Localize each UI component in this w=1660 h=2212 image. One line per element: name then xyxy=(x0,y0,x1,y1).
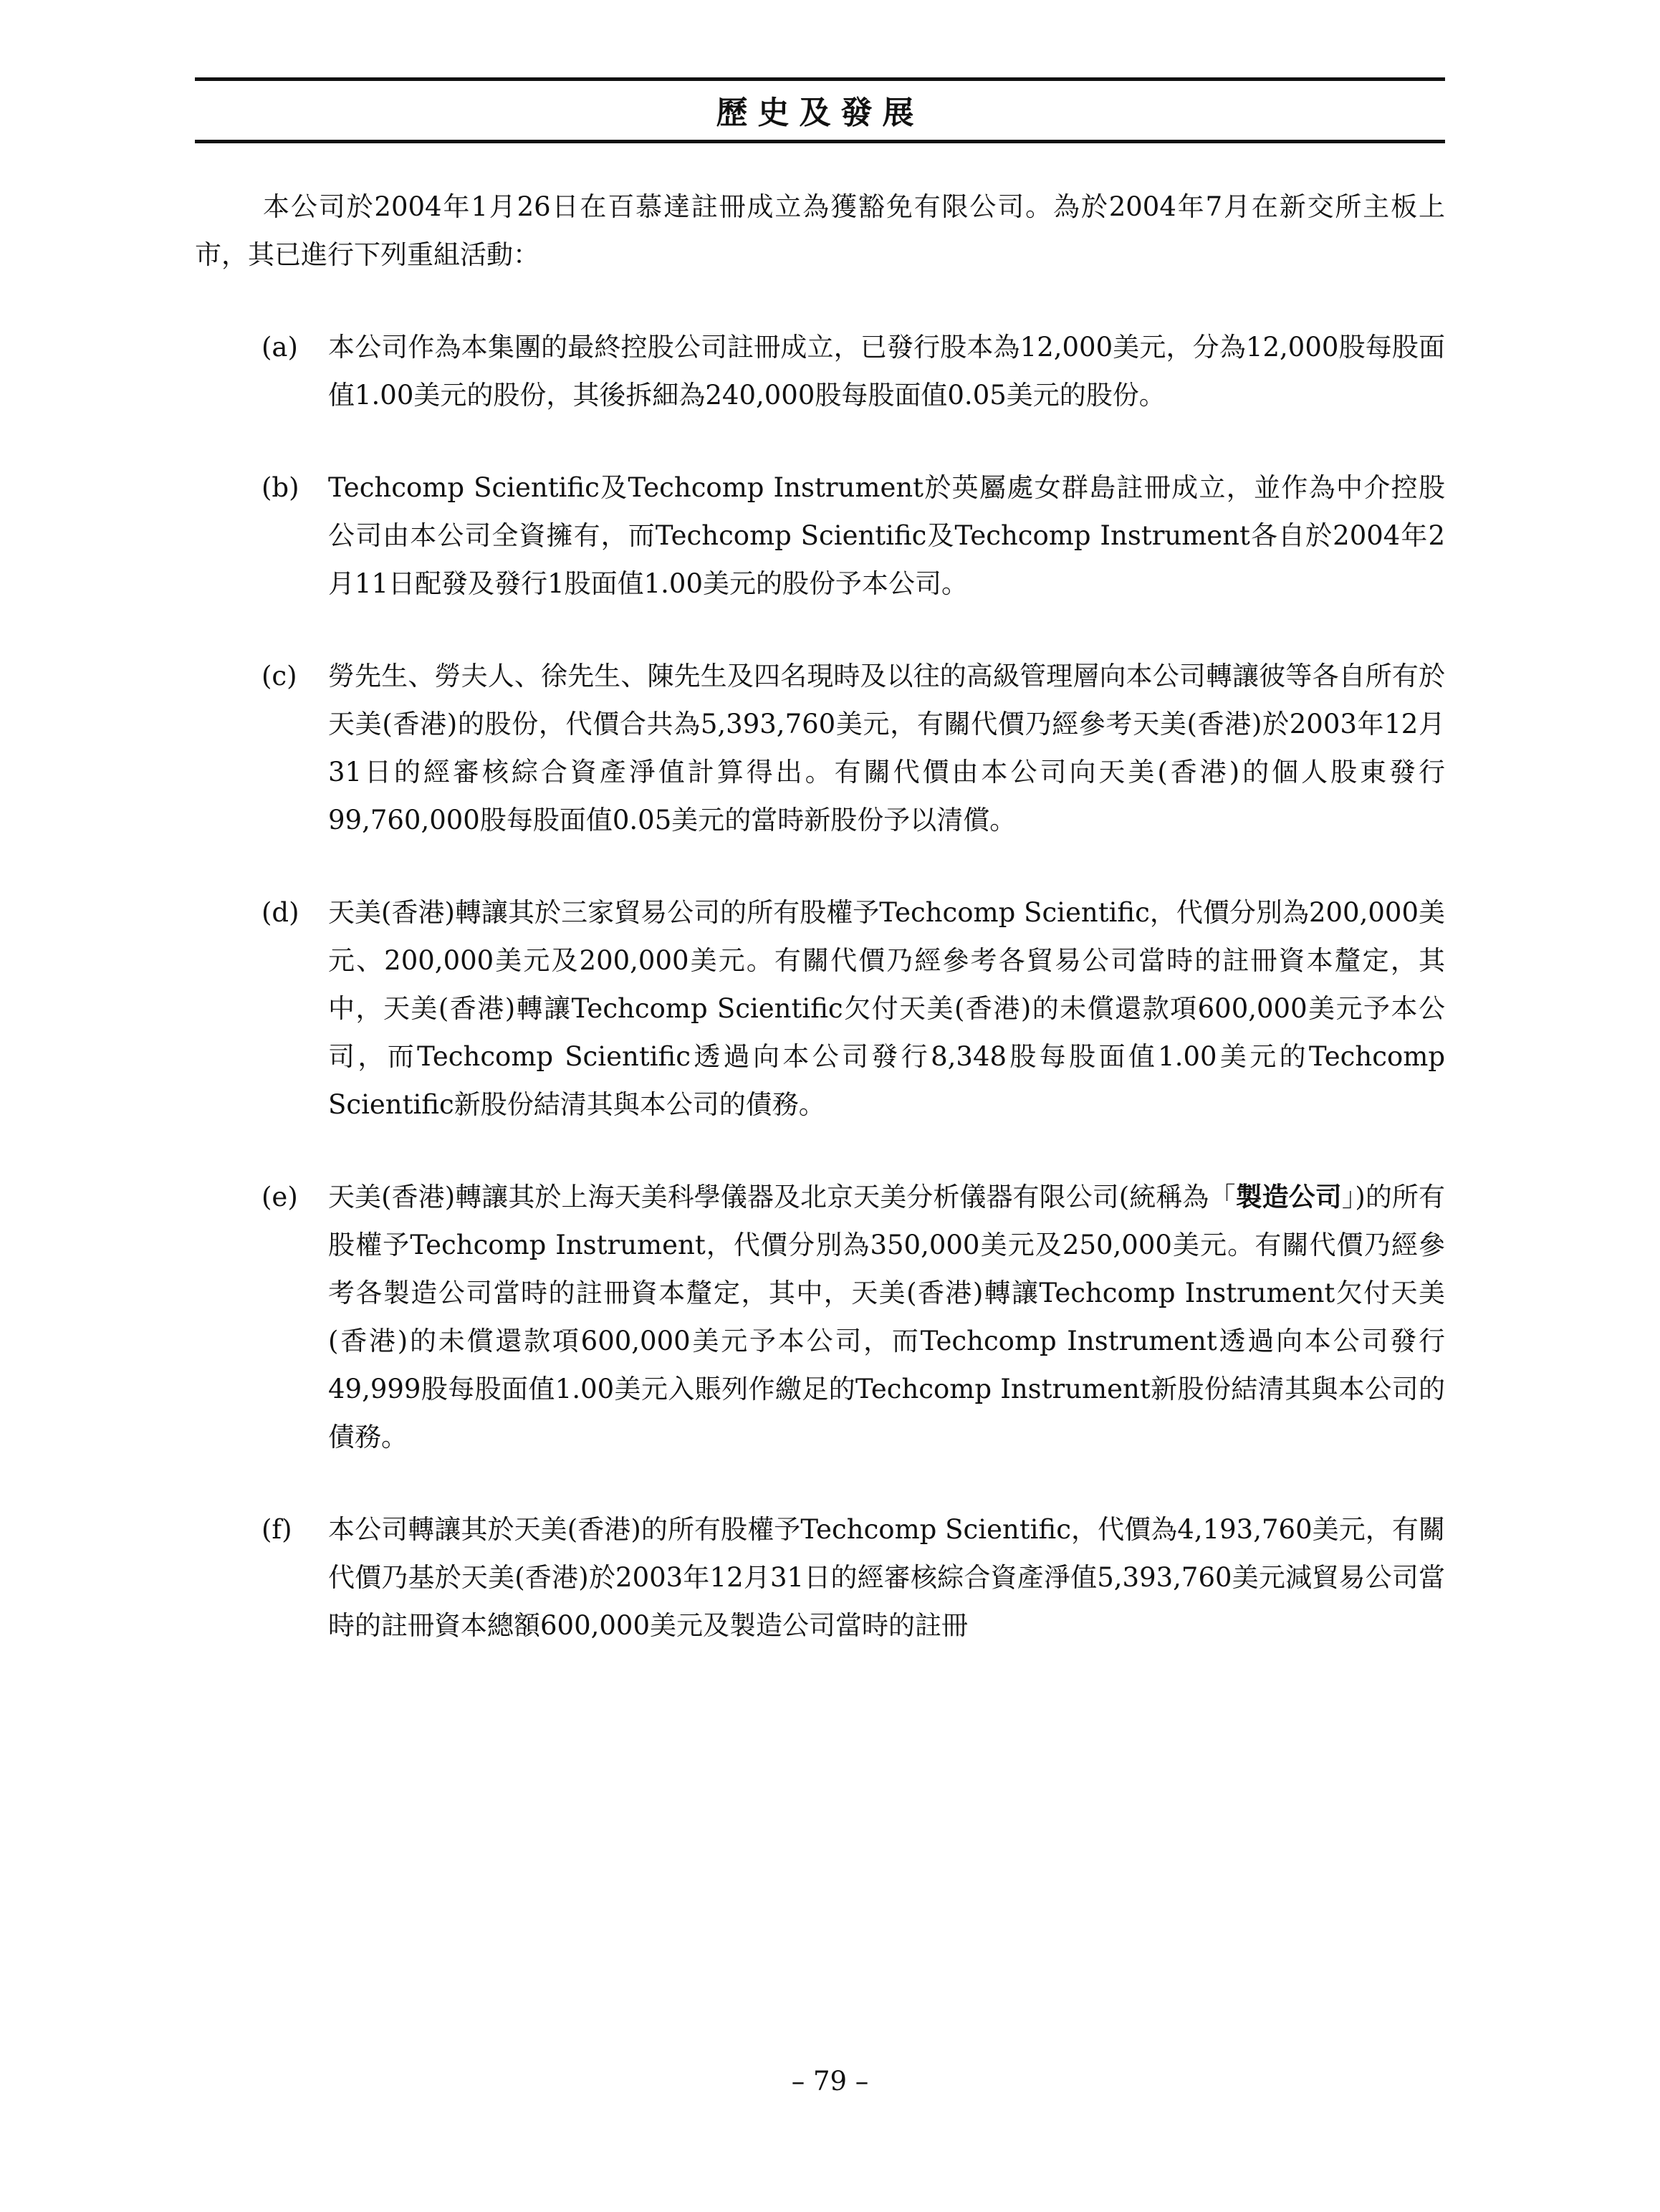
list-item-text: 本公司轉讓其於天美(香港)的所有股權予Techcomp Scientific，代價為4,193,760美元，有關代價乃基於天美(香港)於2003年12月31日的經審核綜合資產淨值5,393,760美元減貿易公司當時的註冊資本總額600,000美元及製造公司當時的註冊 xyxy=(328,1514,1445,1641)
list-item-c xyxy=(195,652,1445,844)
list-item-text xyxy=(328,1173,1445,1461)
page-number: – 79 – xyxy=(791,2066,869,2097)
header-top-rule xyxy=(195,77,1445,81)
intro-paragraph: 本公司於2004年1月26日在百慕達註冊成立為獲豁免有限公司。為於2004年7月在新交所主板上市，其已進行下列重組活動： xyxy=(195,191,1445,270)
list-marker: (a) xyxy=(262,332,298,363)
list-marker: (f) xyxy=(262,1514,292,1545)
list-item-text: 天美(香港)轉讓其於三家貿易公司的所有股權予Techcomp Scientific，代價分別為200,000美元、200,000美元及200,000美元。有關代價乃經參考各貿易公司當時的註冊資本釐定，其中，天美(香港)轉讓Techcomp Scientific欠付天美(香港)的未償還款項600,000美元予本公司，而Techcomp Scientific透過向本公司發行8,348股每股面值1.00美元的Techcomp Scientific新股份結清其與本公司的債務。 xyxy=(328,897,1445,1120)
list-item-e xyxy=(195,1173,1445,1461)
header-bottom-rule xyxy=(195,140,1445,143)
defined-term: 製造公司 xyxy=(1235,1181,1342,1212)
list-item-a xyxy=(195,323,1445,419)
list-item-text: Techcomp Scientific及Techcomp Instrument於英屬處女群島註冊成立，並作為中介控股公司由本公司全資擁有，而Techcomp Scientific及Techcomp Instrument各自於2004年2月11日配發及發行1股面值1.00美元的股份予本公司。 xyxy=(328,472,1445,599)
page-title: 歷史及發展 xyxy=(716,95,924,131)
list-item-b xyxy=(195,464,1445,608)
list-item-text-after: 」)的所有股權予Techcomp Instrument，代價分別為350,000美元及250,000美元。有關代價乃經參考各製造公司當時的註冊資本釐定，其中，天美(香港)轉讓Techcomp Instrument欠付天美(香港)的未償還款項600,000美元予本公司，而Techcomp Instrument透過向本公司發行49,999股每股面值1.00美元入賬列作繳足的Techcomp Instrument新股份結清其與本公司的債務。 xyxy=(328,1182,1445,1452)
list-item-f xyxy=(195,1505,1445,1650)
list-item-text: 勞先生、勞夫人、徐先生、陳先生及四名現時及以往的高級管理層向本公司轉讓彼等各自所有於天美(香港)的股份，代價合共為5,393,760美元，有關代價乃經參考天美(香港)於2003年12月31日的經審核綜合資產淨值計算得出。有關代價由本公司向天美(香港)的個人股東發行99,760,000股每股面值0.05美元的當時新股份予以清償。 xyxy=(328,661,1445,836)
list-marker: (c) xyxy=(262,661,297,691)
body-content xyxy=(195,183,1445,1694)
list-item-d xyxy=(195,889,1445,1129)
list-item-text: 本公司作為本集團的最終控股公司註冊成立，已發行股本為12,000美元，分為12,000股每股面值1.00美元的股份，其後拆細為240,000股每股面值0.05美元的股份。 xyxy=(328,332,1445,411)
list-marker: (e) xyxy=(262,1182,298,1212)
list-marker: (d) xyxy=(262,897,299,928)
list-marker: (b) xyxy=(262,472,299,503)
list-item-text-before: 天美(香港)轉讓其於上海天美科學儀器及北京天美分析儀器有限公司(統稱為「 xyxy=(328,1182,1236,1212)
